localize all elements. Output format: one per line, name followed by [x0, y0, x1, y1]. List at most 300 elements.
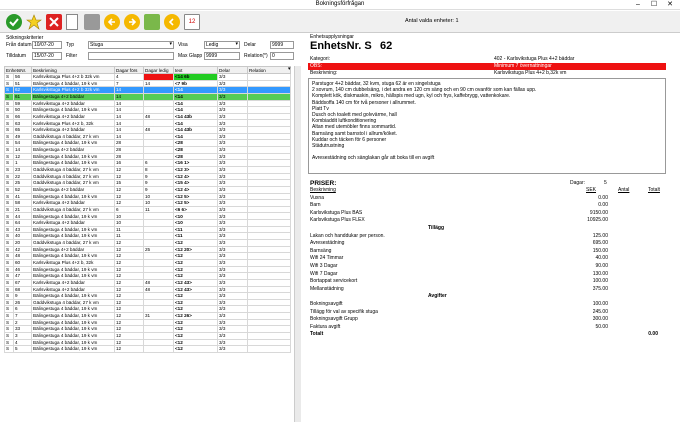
type-select[interactable]: Stuga ▾	[88, 41, 174, 49]
description-line: Barnsäng samt barnstol i allrum/köket.	[312, 130, 398, 137]
table-row[interactable]	[5, 339, 292, 346]
obs-label: OBS:	[310, 63, 322, 69]
table-cell: S	[5, 246, 14, 253]
table-cell: Bälingestuga 4 bäddar, 19 k vm	[32, 233, 115, 240]
price-label: Karlsvikstuga Plus FLEX	[310, 217, 365, 224]
table-row[interactable]	[5, 133, 292, 140]
table-row[interactable]	[5, 306, 292, 313]
total-label: Totalt	[310, 331, 324, 338]
table-cell: <15 4>	[174, 180, 218, 187]
table-cell: S	[5, 113, 14, 120]
table-cell: S	[5, 259, 14, 266]
table-row[interactable]	[5, 226, 292, 233]
table-cell: Bälingestuga 4 bäddar, 19 k vm	[32, 160, 115, 167]
table-row[interactable]	[5, 266, 292, 273]
table-cell: Gäddvikstuga 4 bäddar, 27 k vm	[32, 299, 115, 306]
table-cell: 12	[115, 166, 144, 173]
table-cell: 4	[14, 339, 32, 346]
table-row[interactable]	[5, 206, 292, 213]
table-cell: 3/3	[218, 140, 248, 147]
table-cell: Karlsvikstuga 4+2 bäddar	[32, 200, 115, 207]
table-cell: 9	[144, 180, 174, 187]
unit-number: 62	[380, 40, 393, 52]
criteria-title: Sökningskriterier	[6, 35, 44, 41]
table-cell: Bälingestuga 4 bäddar, 19 k vm	[32, 213, 115, 220]
table-header-row	[5, 67, 292, 74]
relation-input[interactable]: 0	[270, 52, 294, 60]
fees-title: Avgifter	[428, 293, 447, 300]
table-row[interactable]	[5, 80, 292, 87]
table-row[interactable]	[5, 113, 292, 120]
table-cell: Bälingestuga 4 bäddar, 19 k vm	[32, 80, 115, 87]
maximize-button[interactable]: ☐	[650, 1, 658, 8]
maxgap-label: Max Glapp	[178, 53, 203, 59]
table-row[interactable]	[5, 140, 292, 147]
table-row[interactable]	[5, 233, 292, 240]
price-value: 10925.00	[587, 217, 608, 224]
table-row[interactable]	[5, 127, 292, 134]
table-cell	[144, 253, 174, 260]
category-label: Kategori:	[310, 56, 331, 62]
table-cell	[248, 186, 291, 193]
table-cell: 3/3	[218, 279, 248, 286]
table-cell: <12	[174, 273, 218, 280]
table-cell: 6	[115, 206, 144, 213]
table-row[interactable]	[5, 293, 292, 300]
table-cell: 9	[14, 293, 32, 300]
description-line: Städutrustning	[312, 143, 345, 150]
price-row	[308, 309, 666, 316]
table-cell: 12	[115, 259, 144, 266]
table-cell: S	[5, 253, 14, 260]
table-cell: S	[5, 140, 14, 147]
table-cell: Karlsvikstuga Plus 4+2 b 32k vm	[32, 74, 115, 81]
price-value: 9150.00	[589, 209, 608, 216]
price-row	[308, 278, 666, 285]
table-cell: 9	[144, 173, 174, 180]
table-cell: <12	[174, 339, 218, 346]
table-cell: <12	[174, 253, 218, 260]
table-cell: 68	[14, 286, 32, 293]
to-date-input[interactable]: 15/07-20	[32, 52, 62, 60]
table-cell: 14	[115, 120, 144, 127]
table-cell	[144, 140, 174, 147]
table-cell: S	[5, 326, 14, 333]
table-cell: 14	[115, 87, 144, 94]
table-cell: Karlsvikstuga 4+2 bäddar	[32, 279, 115, 286]
table-cell: <28	[174, 140, 218, 147]
table-cell: 11	[115, 233, 144, 240]
arrow-right-icon[interactable]	[124, 14, 140, 30]
table-row[interactable]	[5, 87, 292, 94]
table-row[interactable]	[5, 200, 292, 207]
table-row[interactable]	[5, 253, 292, 260]
description-box	[308, 78, 666, 174]
table-row[interactable]	[5, 120, 292, 127]
table-cell: <7 9b	[174, 80, 218, 87]
table-cell	[248, 326, 291, 333]
table-cell: 10	[115, 213, 144, 220]
table-cell: 56	[14, 74, 32, 81]
table-cell: Bälingestuga 4 bäddar, 19 k vm	[32, 339, 115, 346]
table-cell: 14	[144, 80, 174, 87]
price-label: Wifi 24 Timmar	[310, 255, 344, 262]
table-cell: S	[5, 133, 14, 140]
table-cell	[248, 193, 291, 200]
table-cell: 3/3	[218, 326, 248, 333]
table-cell	[248, 273, 291, 280]
table-cell: 50	[14, 107, 32, 114]
price-label: Mellanstädning	[310, 285, 344, 292]
price-label: Tillägg för val av specifik stuga	[310, 308, 378, 315]
table-cell: S	[5, 166, 14, 173]
table-cell: S	[5, 306, 14, 313]
table-cell: S	[5, 200, 14, 207]
table-cell: <16 1>	[174, 160, 218, 167]
table-cell	[144, 332, 174, 339]
table-row[interactable]	[5, 147, 292, 154]
table-row[interactable]	[5, 153, 292, 160]
fees-title-line	[308, 293, 666, 300]
check-icon[interactable]	[6, 14, 22, 30]
table-cell: 3/3	[218, 127, 248, 134]
price-value: 0.00	[598, 202, 608, 209]
table-cell	[144, 120, 174, 127]
table-cell: 3/3	[218, 293, 248, 300]
table-cell: 6	[144, 160, 174, 167]
table-cell: 3/3	[218, 346, 248, 353]
table-cell	[144, 153, 174, 160]
table-cell: 63	[14, 120, 32, 127]
table-cell: 52	[14, 186, 32, 193]
table-cell: 3/3	[218, 253, 248, 260]
table-row[interactable]	[5, 74, 292, 81]
description-line: Altan med utemöbler finns sommartid.	[312, 124, 397, 131]
table-row[interactable]	[5, 346, 292, 353]
table-cell: 12	[115, 240, 144, 247]
price-row	[308, 301, 666, 308]
selected-units-status: Antal valda enheter: 1	[405, 18, 459, 24]
minimize-button[interactable]: –	[636, 1, 640, 8]
table-cell	[144, 326, 174, 333]
table-cell: <12	[174, 266, 218, 273]
from-date-input[interactable]: 10/07-20	[32, 41, 62, 49]
total-value: 0.00	[648, 331, 658, 338]
prices-header-line	[308, 180, 666, 187]
description-line: Kuddar och täcken för 6 personer	[312, 136, 387, 143]
table-cell	[248, 147, 291, 154]
table-row[interactable]	[5, 100, 292, 107]
table-cell	[248, 127, 291, 134]
table-cell	[248, 226, 291, 233]
unit-section-title: Enhetsupplysningar	[310, 34, 354, 40]
table-cell	[248, 213, 291, 220]
price-value: 245.00	[592, 308, 608, 315]
calendar-icon[interactable]: 12	[184, 14, 200, 30]
price-label: Barnsäng	[310, 247, 332, 254]
table-row[interactable]	[5, 259, 292, 266]
table-cell: Bälingestuga 4 bäddar, 19 k vm	[32, 313, 115, 320]
table-cell: 28	[115, 153, 144, 160]
table-cell: 12	[115, 319, 144, 326]
table-cell: Gäddvikstuga 4 bäddar, 27 k vm	[32, 180, 115, 187]
price-label: Avresestädning	[310, 240, 345, 247]
table-row[interactable]	[5, 180, 292, 187]
availability-table	[4, 66, 292, 353]
table-cell: <12 20>	[174, 246, 218, 253]
table-cell	[248, 299, 291, 306]
table-cell: Bälingestuga 4 bäddar, 19 k vm	[32, 253, 115, 260]
table-cell: 10	[115, 220, 144, 227]
table-cell: Gäddvikstuga 4 bäddar, 27 k vm	[32, 173, 115, 180]
table-row[interactable]	[5, 193, 292, 200]
table-cell: 12	[115, 293, 144, 300]
table-cell	[248, 160, 291, 167]
table-cell: 12	[14, 153, 32, 160]
table-cell: 14	[115, 127, 144, 134]
table-row[interactable]	[5, 326, 292, 333]
table-cell	[144, 306, 174, 313]
table-cell	[144, 93, 174, 100]
price-row	[308, 255, 666, 262]
col-relation-header[interactable]: Relation	[248, 67, 291, 74]
col-days-free-header[interactable]: Dagar ledig	[144, 67, 174, 74]
table-cell: 23	[14, 166, 32, 173]
table-cell: 48	[144, 127, 174, 134]
table-row[interactable]	[5, 107, 292, 114]
price-row	[308, 271, 666, 278]
table-row[interactable]	[5, 319, 292, 326]
table-cell: 3/3	[218, 306, 248, 313]
table-cell: Bälingestuga 4 bäddar, 19 k vm	[32, 319, 115, 326]
table-cell: <10	[174, 220, 218, 227]
description-line: 2 sovrum, 140 cm dubbelsäng, i det andra en 120 cm säng och en 90 cm ovanför som kan fällas upp.	[312, 87, 537, 94]
table-cell: <14	[174, 93, 218, 100]
description-line: Parstugor 4+2 bäddar, 32 kvm, stuga 62 är en singelstuga	[312, 81, 441, 87]
table-cell: Bälingestuga 4+2 bäddar	[32, 186, 115, 193]
table-cell: 3/3	[218, 74, 248, 81]
table-cell: Karlsvikstuga 4+2 bäddar	[32, 220, 115, 227]
table-row[interactable]	[5, 332, 292, 339]
table-cell: S	[5, 266, 14, 273]
table-cell: 3/3	[218, 313, 248, 320]
price-value: 40.00	[595, 255, 608, 262]
table-cell: 3/3	[218, 160, 248, 167]
table-cell	[248, 253, 291, 260]
price-row	[308, 195, 666, 202]
table-cell: 14	[115, 100, 144, 107]
table-cell: <12	[174, 293, 218, 300]
table-cell	[144, 293, 174, 300]
table-cell	[248, 140, 291, 147]
unit-title: EnhetsNr. S	[310, 40, 372, 52]
table-cell: S	[5, 346, 14, 353]
price-row	[308, 263, 666, 270]
table-cell	[144, 233, 174, 240]
table-cell	[248, 313, 291, 320]
col-desc-header[interactable]: Beskrivning	[32, 67, 115, 74]
refresh-icon[interactable]	[144, 14, 160, 30]
table-row[interactable]	[5, 286, 292, 293]
table-row[interactable]	[5, 240, 292, 247]
total-line	[308, 331, 666, 338]
table-cell	[248, 220, 291, 227]
table-cell: S	[5, 107, 14, 114]
table-cell: Bälingestuga 4+2 bäddar	[32, 93, 115, 100]
table-cell: 3/3	[218, 147, 248, 154]
table-cell: S	[5, 240, 14, 247]
maxgap-input[interactable]: 9999	[204, 52, 240, 60]
table-cell: 14	[115, 133, 144, 140]
table-cell: S	[5, 120, 14, 127]
table-cell: 4	[115, 74, 144, 81]
table-cell: 65	[14, 127, 32, 134]
print-icon[interactable]	[84, 14, 100, 30]
price-label: Wifi 7 Dagar	[310, 270, 338, 277]
price-label: Lakan och handdukar per person.	[310, 232, 385, 239]
star-icon[interactable]	[26, 14, 42, 30]
table-cell	[248, 286, 291, 293]
table-cell: 44	[14, 213, 32, 220]
table-cell: 12	[115, 299, 144, 306]
table-cell: Bälingestuga 4 bäddar, 19 k vm	[32, 293, 115, 300]
filter-input[interactable]	[88, 52, 174, 60]
table-cell	[144, 147, 174, 154]
close-window-button[interactable]: ✕	[667, 1, 673, 8]
table-cell: Bälingestuga 4+2 bäddar	[32, 147, 115, 154]
table-cell: Bälingestuga 4 bäddar, 19 k vm	[32, 273, 115, 280]
table-cell	[248, 166, 291, 173]
table-row[interactable]	[5, 279, 292, 286]
price-value: 300.00	[592, 316, 608, 323]
view-label: Visa	[178, 42, 188, 48]
table-cell: S	[5, 213, 14, 220]
table-cell: S	[5, 279, 14, 286]
table-row[interactable]	[5, 313, 292, 320]
close-icon[interactable]	[46, 14, 62, 30]
table-cell: 15	[115, 180, 144, 187]
table-cell: S	[5, 153, 14, 160]
table-cell: 3/3	[218, 133, 248, 140]
table-cell: 3/3	[218, 87, 248, 94]
table-cell: 42	[14, 246, 32, 253]
description-line: Platt Tv	[312, 105, 329, 112]
col-unit-header[interactable]: EnhetsNr.	[5, 67, 32, 74]
table-cell: 66	[14, 113, 32, 120]
parts-input[interactable]: 9999	[270, 41, 294, 49]
table-row[interactable]	[5, 186, 292, 193]
table-cell: <12	[174, 332, 218, 339]
table-cell: 41	[14, 193, 32, 200]
days-label: Dagar:	[570, 180, 586, 186]
table-cell: 3/3	[218, 240, 248, 247]
table-cell: Bälingestuga 4 bäddar, 19 k vm	[32, 193, 115, 200]
table-cell: 60	[14, 259, 32, 266]
table-cell: <12 3>	[174, 166, 218, 173]
table-cell: 33	[14, 326, 32, 333]
table-row[interactable]	[5, 160, 292, 167]
table-cell: 62	[14, 87, 32, 94]
price-label: Wifi 3 Dagar	[310, 263, 338, 269]
table-cell	[144, 74, 174, 81]
table-row[interactable]	[5, 213, 292, 220]
table-row[interactable]	[5, 220, 292, 227]
table-cell: <12 26>	[174, 313, 218, 320]
table-cell: <14 43b	[174, 113, 218, 120]
table-cell: 3/3	[218, 180, 248, 187]
table-cell	[248, 113, 291, 120]
table-cell: 14	[115, 93, 144, 100]
table-cell: 3	[14, 332, 32, 339]
table-row[interactable]	[5, 246, 292, 253]
table-cell: 49	[14, 133, 32, 140]
table-cell	[248, 107, 291, 114]
table-cell: 6	[14, 306, 32, 313]
table-cell: 25	[144, 246, 174, 253]
table-cell: S	[5, 339, 14, 346]
table-row[interactable]	[5, 173, 292, 180]
obs-line	[308, 63, 666, 70]
table-cell: 61	[14, 93, 32, 100]
table-row[interactable]	[5, 273, 292, 280]
price-value: 125.00	[592, 232, 608, 239]
table-row[interactable]	[5, 299, 292, 306]
table-cell: <12	[174, 346, 218, 353]
table-cell: <14	[174, 100, 218, 107]
parts-label: Delar	[244, 42, 256, 48]
table-row[interactable]	[5, 166, 292, 173]
table-cell: Karlsvikstuga 4+2 bäddar	[32, 113, 115, 120]
table-cell: S	[5, 87, 14, 94]
title-bar	[0, 0, 680, 10]
table-cell: 3/3	[218, 332, 248, 339]
table-cell	[144, 266, 174, 273]
col-text-header[interactable]: text	[174, 67, 218, 74]
document-icon[interactable]	[66, 14, 78, 30]
table-cell: 31	[144, 313, 174, 320]
price-value: 100.00	[592, 278, 608, 285]
table-cell: S	[5, 206, 14, 213]
table-cell: 5	[14, 346, 32, 353]
table-cell	[248, 93, 291, 100]
category-line	[308, 56, 666, 63]
table-cell: 40	[14, 233, 32, 240]
price-row	[308, 202, 666, 209]
view-select[interactable]: Ledig ▾	[204, 41, 240, 49]
table-cell: S	[5, 226, 14, 233]
table-cell: <12	[174, 319, 218, 326]
table-cell: 28	[115, 147, 144, 154]
table-cell: 3/3	[218, 193, 248, 200]
table-cell: 12	[115, 313, 144, 320]
table-scrollbar[interactable]	[294, 66, 301, 422]
type-label: Typ	[66, 42, 75, 48]
table-cell: 2	[14, 319, 32, 326]
arrow-left-icon[interactable]	[104, 14, 120, 30]
table-cell: <11	[174, 233, 218, 240]
col-days-before-header[interactable]: Dagar förs	[115, 67, 144, 74]
col-parts-header[interactable]: Delar	[218, 67, 248, 74]
table-row[interactable]	[5, 93, 292, 100]
price-value: 100.00	[592, 301, 608, 307]
table-cell	[144, 87, 174, 94]
table-cell: S	[5, 173, 14, 180]
info-icon[interactable]	[164, 14, 180, 30]
description-line: Komplett kök, diskmaskin, mikro, hällspis med ugn, kyl och frys, kaffebrygg, vattenkokare.	[312, 93, 511, 100]
table-cell: <14	[174, 87, 218, 94]
table-cell	[144, 100, 174, 107]
table-cell: Bälingestuga 4 bäddar, 19 k vm	[32, 226, 115, 233]
